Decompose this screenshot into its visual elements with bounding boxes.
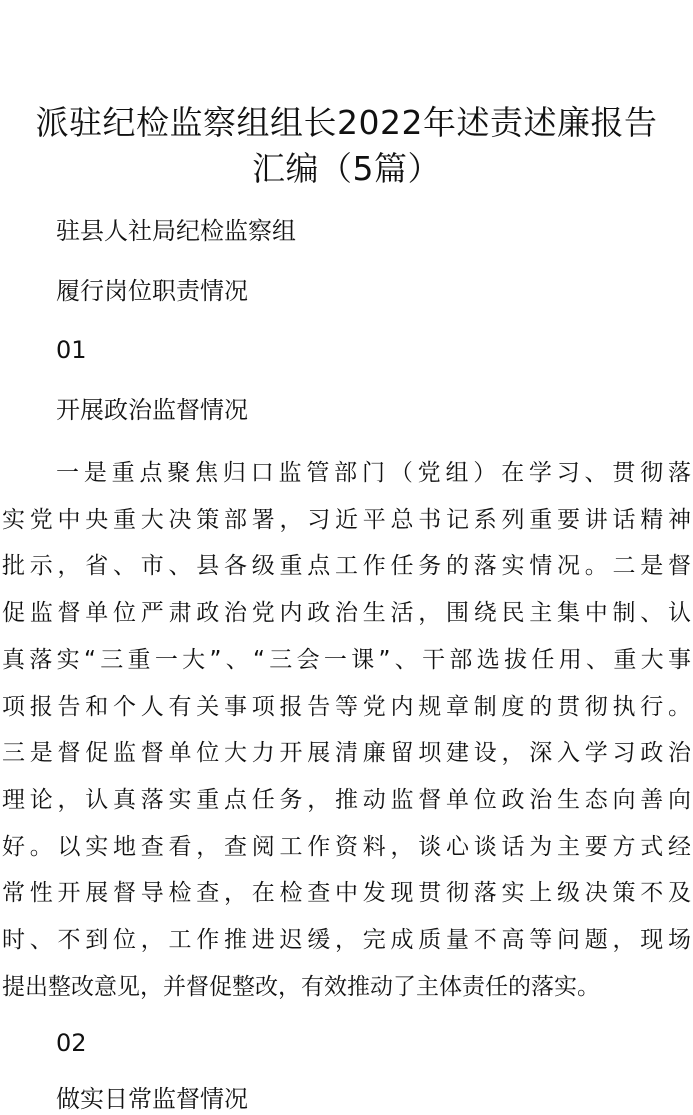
item-number-02: 02 (56, 1029, 87, 1057)
paragraph-line: 真落实“三重一大”、“三会一课”、干部选拔任用、重大事 (2, 646, 691, 673)
paragraph-line: 好。以实地查看，查阅工作资料，谈心谈话为主要方式经 (2, 833, 691, 860)
item-heading-daily-supervision: 做实日常监督情况 (56, 1085, 248, 1113)
section-heading: 履行岗位职责情况 (56, 277, 248, 305)
item-number-01: 01 (56, 336, 87, 364)
paragraph-line: 常性开展督导检查，在检查中发现贯彻落实上级决策不及 (2, 880, 691, 907)
paragraph-line: 促监督单位严肃政治党内政治生活，围绕民主集中制、认 (2, 600, 691, 627)
org-line: 驻县人社局纪检监察组 (56, 217, 296, 245)
paragraph-line: 一是重点聚焦归口监管部门（党组）在学习、贯彻落 (56, 460, 691, 486)
paragraph-line: 提出整改意见，并督促整改，有效推动了主体责任的落实。 (2, 973, 600, 1000)
paragraph-line: 批示，省、市、县各级重点工作任务的落实情况。二是督 (2, 553, 691, 580)
title-line-1: 派驻纪检监察组组长2022年述责述廉报告 (35, 103, 658, 142)
paragraph-line: 理论，认真落实重点任务，推动监督单位政治生态向善向 (2, 786, 691, 813)
item-heading-political-supervision: 开展政治监督情况 (56, 396, 248, 424)
document-title (0, 100, 693, 192)
paragraph-line: 实党中央重大决策部署，习近平总书记系列重要讲话精神 (2, 506, 691, 533)
body-paragraph (2, 450, 691, 1010)
paragraph-line: 三是督促监督单位大力开展清廉留坝建设，深入学习政治 (2, 740, 691, 767)
title-line-2: 汇编（5篇） (252, 149, 441, 188)
paragraph-line: 时、不到位，工作推进迟缓，完成质量不高等问题，现场 (2, 927, 691, 954)
paragraph-line: 项报告和个人有关事项报告等党内规章制度的贯彻执行。 (2, 693, 691, 720)
